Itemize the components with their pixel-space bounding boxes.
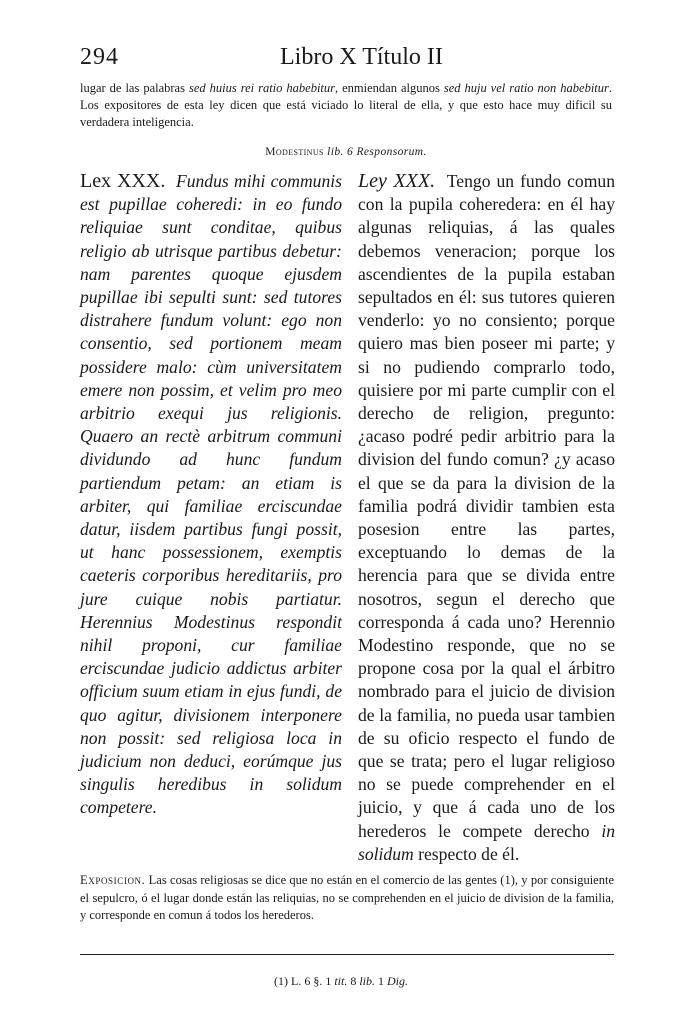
footnote-marker: (1) <box>273 974 291 988</box>
footnote-italic: tit. <box>334 974 348 988</box>
latin-law-body: Fundus mihi communis est pupillae coheredi: in eo fundo reliquiae sunt conditae, quibus religio ab utrisque partibus debetur: nam parentes quoque ejusdem pupillae ibi sepulti sunt: sed tutores distrahere fundum volunt: ego non consentio, sed portionem meam possidere malo: cùm universitatem emere non possim, et velim pro meo arbitrio exequi jus religionis. Quaero an rectè arbitrum communi dividundo ad hunc fundum partiendum petam: an etiam is arbiter, qui familiae erciscundae datur, iisdem partibus fungi possit, ut hanc possessionem, exemptis caeteris corporibus hereditariis, pro jure cuique nobis partiatur. Herennius Modestinus respondit nihil proponi, cur familiae erciscundae judicio addictus arbiter officium suum etiam in ejus fundi, de quo agitur, divisionem interponere non possit: sed religiosa loca in judicium non deduci, eorúmque jus singulis heredibus in solidum competere. <box>80 171 342 818</box>
running-head: Libro X Título II <box>280 44 443 70</box>
intro-text: , enmiendan algunos <box>335 81 444 95</box>
spanish-law-text <box>358 170 615 866</box>
footnote-text: 8 <box>347 974 360 988</box>
source-citation <box>80 146 612 158</box>
footnote-text: 1 <box>375 974 388 988</box>
spanish-law-ending: respecto de él. <box>413 843 520 864</box>
latin-column <box>80 170 342 820</box>
intro-paragraph <box>80 80 612 131</box>
spanish-column <box>358 170 615 866</box>
exposition-text: Las cosas religiosas se dice que no están en el comercio de las gentes (1), y por consiguiente el sepulcro, ó el lugar donde están las reliquias, no se comprehenden en el juicio de division de la familia, y corresponde en comun á todos los herederos. <box>80 873 614 922</box>
page-header <box>80 44 620 80</box>
spanish-law-body: Tengo un fundo comun con la pupila coheredera: en él hay algunas reliquias, á las quales debemos veneracion; porque los ascendientes de la pupila estaban sepultados en él: sus tutores quieren venderlo: yo no consiento; porque quiero mas bien poseer mi parte; y si no pudiendo comprarlo todo, quisiere por mi parte cumplir con el derecho de religion, pregunto: ¿acaso podré pedir arbitrio para la division del fundo comun? ¿y acaso el que se da para la division de la familia podrá dividir tambien esta posesion entre las partes, exceptuando lo demas de la herencia para que se divida entre nosotros, segun el derecho que corresponda á cada uno? Herennio Modestino responde, que no se propone cosa por la qual el árbitro nombrado para el juicio de division de la familia, no pueda usar tambien de su oficio respecto el fundo de que se trata; pero el lugar religioso no se puede comprehender en el juicio, y que á cada uno de los herederos le compete derecho <box>358 171 615 841</box>
footnote-italic: Dig. <box>387 974 409 988</box>
footnote-text: L. 6 §. 1 <box>290 974 335 988</box>
footnote-italic: lib. <box>359 974 376 988</box>
source-work: lib. 6 Responsorum. <box>327 146 427 158</box>
intro-text: . Los expositores de esta ley dicen que está viciado lo literal de ella, y que esto hace muy dificil su verdadera inteligencia. <box>80 81 613 129</box>
footnote <box>0 974 682 989</box>
latin-law-text <box>80 170 342 820</box>
latin-law-label: Lex XXX. <box>80 170 166 192</box>
intro-italic-phrase: sed huju vel ratio non habebitur <box>443 81 609 95</box>
intro-italic-phrase: sed huius rei ratio habebitur <box>188 81 336 95</box>
source-author: Modestinus <box>265 146 324 158</box>
spanish-law-label: Ley XXX. <box>358 170 436 192</box>
intro-text: lugar de las palabras <box>80 81 189 95</box>
page-number: 294 <box>80 44 119 70</box>
exposition-paragraph <box>80 872 614 925</box>
spanish-law-italic: in solidum <box>358 820 615 864</box>
exposition-lead: Exposicion. <box>80 873 146 887</box>
footnote-divider <box>80 954 614 955</box>
